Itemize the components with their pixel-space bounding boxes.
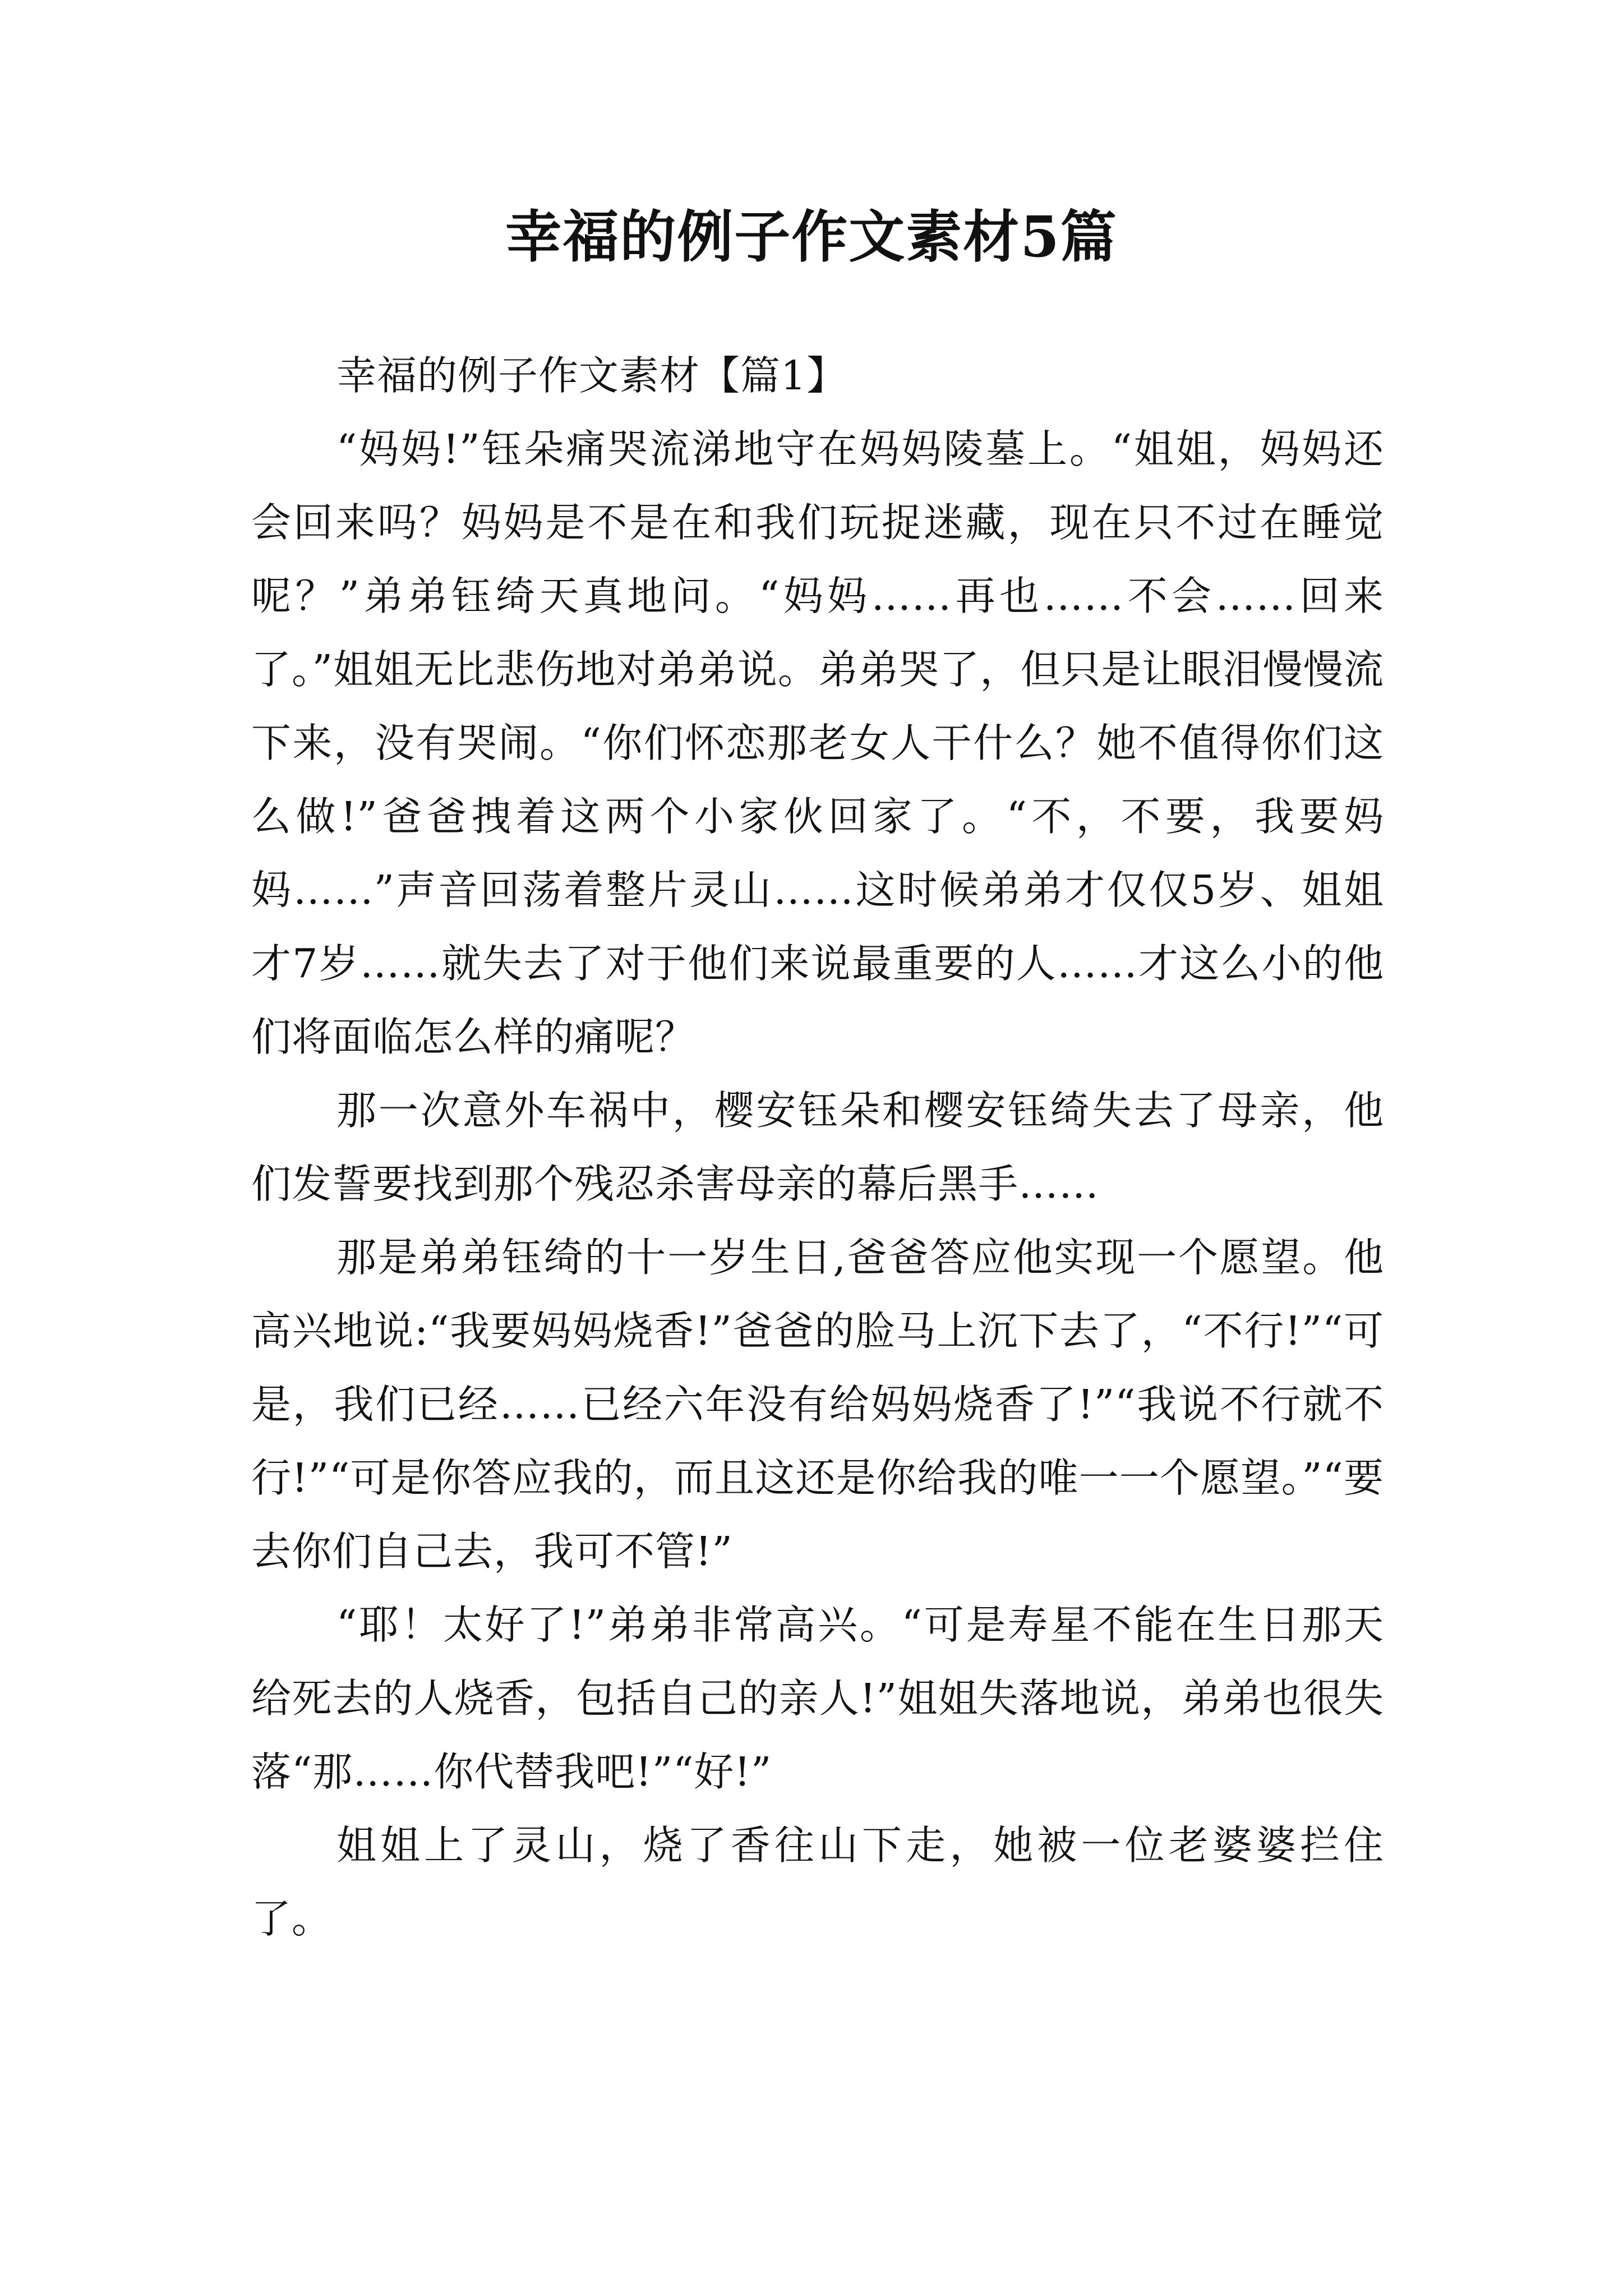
paragraph-1: “妈妈!”钰朵痛哭流涕地守在妈妈陵墓上。“姐姐，妈妈还会回来吗？妈妈是不是在和我们玩捉迷藏，现在只不过在睡觉呢？”弟弟钰绮天真地问。“妈妈……再也……不会……回来了。”姐姐无比悲伤地对弟弟说。弟弟哭了，但只是让眼泪慢慢流下来，没有哭闹。“你们怀恋那老女人干什么？她不值得你们这么做!”爸爸拽着这两个小家伙回家了。“不，不要，我要妈妈……”声音回荡着整片灵山……这时候弟弟才仅仅5岁、姐姐才7岁……就失去了对于他们来说最重要的人……才这么小的他们将面临怎么样的痛呢？ [251, 426, 1384, 1060]
paragraph-4: “耶！太好了!”弟弟非常高兴。“可是寿星不能在生日那天给死去的人烧香，包括自己的亲人!”姐姐失落地说，弟弟也很失落“那……你代替我吧!”“好!” [251, 1602, 1384, 1795]
paragraph-3: 那是弟弟钰绮的十一岁生日,爸爸答应他实现一个愿望。他高兴地说:“我要妈妈烧香!”爸爸的脸马上沉下去了，“不行!”“可是，我们已经……已经六年没有给妈妈烧香了!”“我说不行就不行!”“可是你答应我的，而且这还是你给我的唯一一个愿望。”“要去你们自己去，我可不管!” [251, 1234, 1384, 1575]
document-body [251, 339, 1384, 1955]
paragraph-2: 那一次意外车祸中，樱安钰朵和樱安钰绮失去了母亲，他们发誓要找到那个残忍杀害母亲的幕后黑手…… [251, 1087, 1384, 1207]
paragraph-5: 姐姐上了灵山，烧了香往山下走，她被一位老婆婆拦住了。 [251, 1822, 1384, 1942]
section-heading: 幸福的例子作文素材【篇1】 [336, 352, 847, 399]
document-title: 幸福的例子作文素材5篇 [505, 204, 1118, 270]
